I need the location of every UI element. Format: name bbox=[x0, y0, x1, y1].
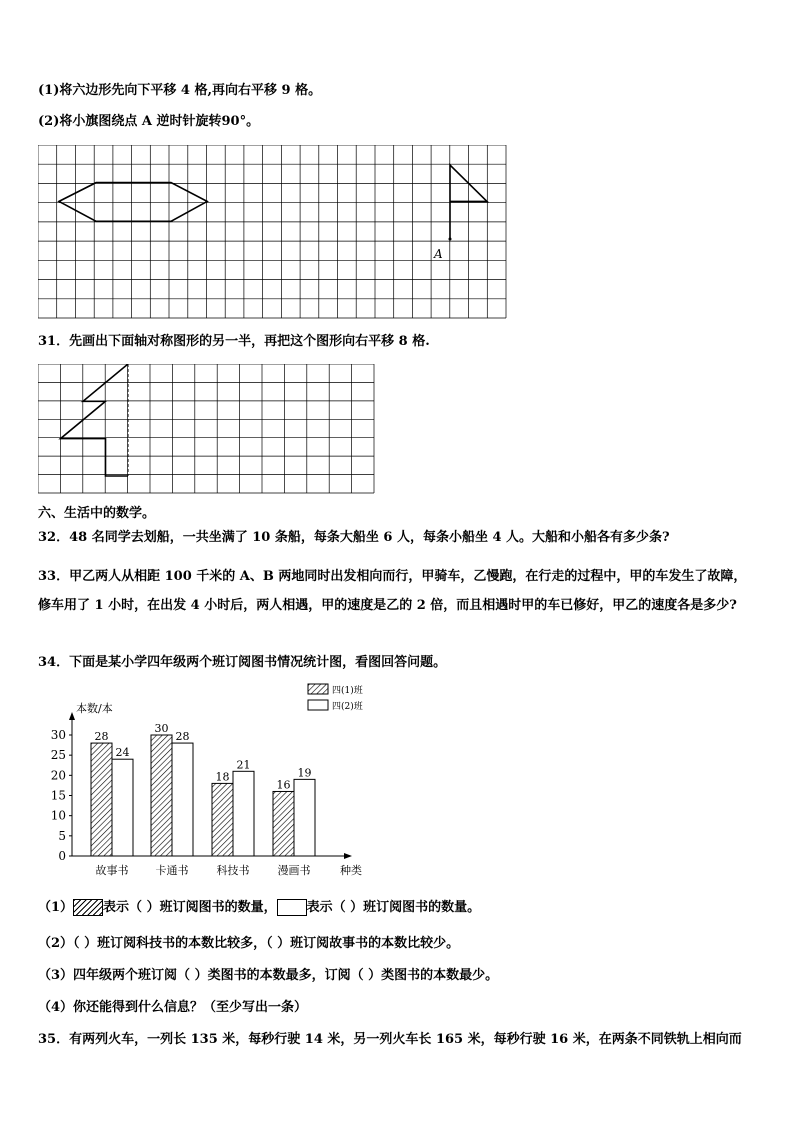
grid-lines bbox=[38, 145, 506, 318]
point-a bbox=[449, 238, 452, 241]
grid-symmetry bbox=[38, 364, 376, 495]
bar-value-label: 24 bbox=[115, 746, 130, 760]
q34-question: 34．下面是某小学四年级两个班订阅图书情况统计图，看图回答问题。 bbox=[38, 655, 447, 670]
bar bbox=[91, 743, 112, 856]
bar-value-label: 28 bbox=[94, 730, 109, 744]
q34-sub4: （4）你还能得到什么信息？（至少写出一条） bbox=[38, 1000, 308, 1015]
bar-value-label: 19 bbox=[297, 766, 312, 780]
bar-value-label: 30 bbox=[154, 722, 169, 735]
y-tick-label: 25 bbox=[50, 748, 66, 763]
hatched-legend-box bbox=[73, 899, 103, 916]
legend-swatch bbox=[308, 684, 328, 694]
legend-label: 四(2)班 bbox=[332, 702, 363, 712]
q35-question: 35．有两列火车，一列长 135 米，每秒行驶 14 米，另一列火车长 165 米，每秒行驶 16 米，在两条不同铁轨上相向而 bbox=[38, 1032, 742, 1047]
section-title: 六、生活中的数学。 bbox=[38, 506, 156, 521]
q30-part2: (2)将小旗图绕点 A 逆时针旋转90°。 bbox=[38, 114, 260, 129]
y-tick-label: 5 bbox=[58, 828, 66, 843]
q34-sub2: （2）（ ）班订阅科技书的本数比较多，（ ）班订阅故事书的本数比较少。 bbox=[38, 936, 460, 951]
y-tick-label: 20 bbox=[50, 768, 66, 783]
bar-value-label: 21 bbox=[236, 758, 251, 772]
bar-value-label: 18 bbox=[215, 770, 230, 784]
legend-swatch bbox=[308, 700, 328, 710]
category-label: 漫画书 bbox=[277, 864, 311, 877]
q34-sub1 bbox=[38, 899, 480, 917]
y-tick-label: 10 bbox=[50, 808, 66, 823]
q34-sub3: （3）四年级两个班订阅（ ）类图书的本数最多，订阅（ ）类图书的本数最少。 bbox=[38, 968, 499, 983]
bar bbox=[112, 759, 133, 856]
half-figure bbox=[61, 364, 129, 476]
bar bbox=[172, 743, 193, 856]
y-tick-label: 30 bbox=[50, 728, 66, 742]
q34-sub1-end: 表示（ ）班订阅图书的数量。 bbox=[306, 900, 481, 915]
y-axis-arrow bbox=[69, 712, 75, 720]
q33-question: 33．甲乙两人从相距 100 千米的 A、B 两地同时出发相向而行，甲骑车，乙慢跑，在行走的过程中，甲的车发生了故障，修车用了 1 小时，在出发 4 小时后，两人相遇，甲的速度是乙的 2 倍，而且相遇时甲的车已修好，甲乙的速度各是多少? bbox=[38, 569, 747, 613]
bar-chart bbox=[38, 678, 398, 883]
bar bbox=[212, 783, 233, 856]
hexagon bbox=[59, 183, 207, 222]
y-axis-label: 本数/本 bbox=[76, 702, 113, 715]
q34-sub1-mid: 表示（ ）班订阅图书的数量， bbox=[103, 900, 277, 915]
bar bbox=[273, 791, 294, 856]
bar bbox=[294, 779, 315, 856]
category-label: 故事书 bbox=[95, 864, 129, 877]
bar-value-label: 28 bbox=[175, 730, 190, 744]
category-label: 卡通书 bbox=[155, 864, 189, 877]
q32-question: 32．48 名同学去划船，一共坐满了 10 条船，每条大船坐 6 人，每条小船坐 4 人。大船和小船各有多少条? bbox=[38, 530, 670, 545]
y-tick-label: 0 bbox=[58, 849, 66, 863]
bar bbox=[151, 735, 172, 856]
y-tick-label: 15 bbox=[50, 788, 66, 803]
bar-value-label: 16 bbox=[276, 778, 291, 792]
q30-part1: (1)将六边形先向下平移 4 格,再向右平移 9 格。 bbox=[38, 83, 322, 98]
x-axis-arrow bbox=[344, 853, 352, 859]
q31-question: 31．先画出下面轴对称图形的另一半，再把这个图形向右平移 8 格. bbox=[38, 334, 430, 349]
q34-sub1-prefix: （1） bbox=[38, 900, 74, 915]
legend-label: 四(1)班 bbox=[332, 686, 363, 696]
grid-lines bbox=[38, 364, 374, 493]
category-label: 科技书 bbox=[216, 864, 250, 877]
point-a-label: A bbox=[434, 247, 443, 261]
grid-hexagon-flag bbox=[38, 145, 508, 320]
x-axis-label: 种类 bbox=[340, 864, 362, 877]
bar bbox=[233, 771, 254, 856]
blank-legend-box bbox=[277, 899, 307, 916]
